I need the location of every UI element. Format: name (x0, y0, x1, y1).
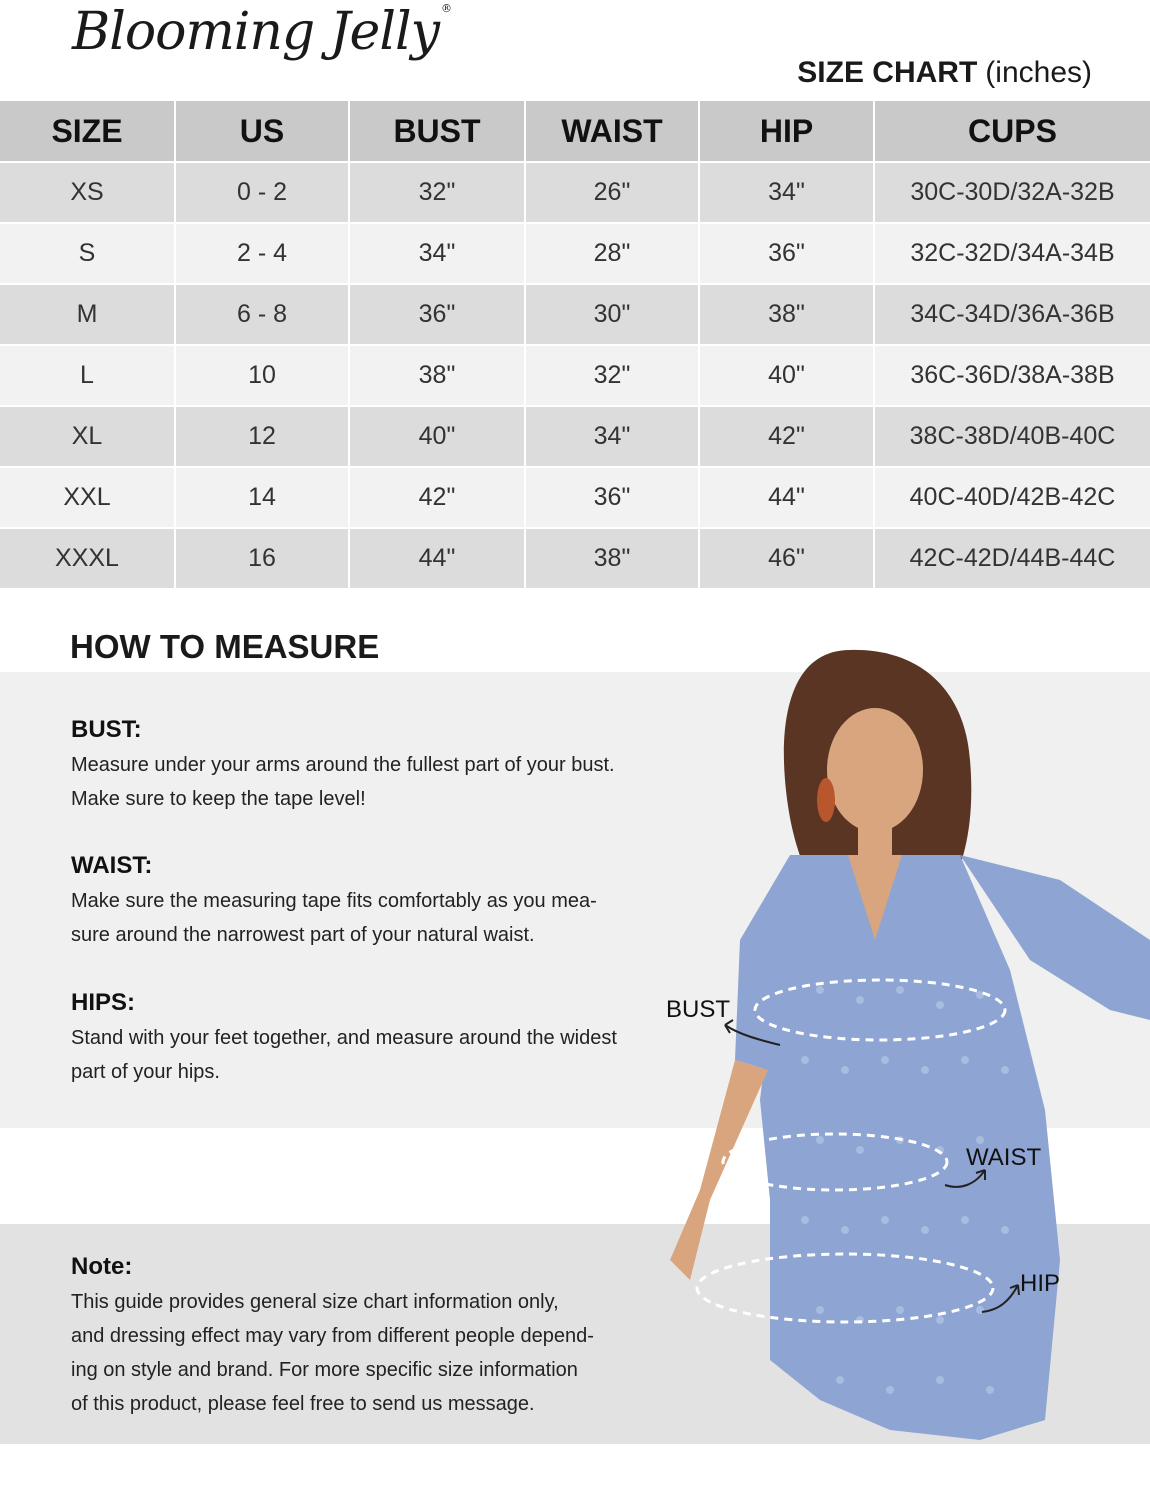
waist-figure-label: WAIST (966, 1144, 1042, 1171)
waist-heading: WAIST: (71, 852, 153, 879)
size-chart-title-text: SIZE CHART (797, 56, 978, 89)
cell-bust: 34" (349, 223, 525, 284)
table-row (0, 467, 1150, 528)
bust-figure-label: BUST (666, 996, 731, 1023)
bust-instructions (71, 716, 671, 816)
cell-hip: 36" (699, 223, 874, 284)
cell-us: 16 (175, 528, 349, 589)
note-line-3: ing on style and brand. For more specific size information (71, 1359, 578, 1381)
cell-waist: 26" (525, 162, 699, 223)
cell-bust: 38" (349, 345, 525, 406)
cell-size: L (0, 345, 175, 406)
cell-us: 0 - 2 (175, 162, 349, 223)
size-chart-table (0, 101, 1150, 590)
table-row (0, 284, 1150, 345)
waist-line-1: Make sure the measuring tape fits comfortably as you mea- (71, 890, 597, 912)
cell-cups: 40C-40D/42B-42C (874, 467, 1150, 528)
cell-size: XXXL (0, 528, 175, 589)
cell-us: 2 - 4 (175, 223, 349, 284)
hips-heading: HIPS: (71, 989, 136, 1016)
table-row (0, 528, 1150, 589)
note-heading: Note: (71, 1253, 133, 1280)
cell-us: 10 (175, 345, 349, 406)
table-row (0, 406, 1150, 467)
bust-line-1: Measure under your arms around the fullest part of your bust. (71, 754, 615, 776)
header-bust: BUST (349, 101, 525, 162)
note-line-1: This guide provides general size chart information only, (71, 1291, 559, 1313)
cell-size: S (0, 223, 175, 284)
cell-bust: 44" (349, 528, 525, 589)
brand-logo-text: Blooming Jelly (72, 2, 439, 62)
cell-us: 6 - 8 (175, 284, 349, 345)
header-waist: WAIST (525, 101, 699, 162)
cell-cups: 36C-36D/38A-38B (874, 345, 1150, 406)
cell-us: 12 (175, 406, 349, 467)
cell-cups: 34C-34D/36A-36B (874, 284, 1150, 345)
cell-hip: 34" (699, 162, 874, 223)
bust-line-2: Make sure to keep the tape level! (71, 788, 366, 810)
note-line-4: of this product, please feel free to send us message. (71, 1393, 535, 1415)
cell-hip: 42" (699, 406, 874, 467)
hip-figure-label: HIP (1020, 1270, 1061, 1297)
cell-waist: 34" (525, 406, 699, 467)
table-row (0, 162, 1150, 223)
cell-waist: 32" (525, 345, 699, 406)
cell-us: 14 (175, 467, 349, 528)
cell-size: XS (0, 162, 175, 223)
table-row (0, 345, 1150, 406)
cell-bust: 42" (349, 467, 525, 528)
cell-hip: 40" (699, 345, 874, 406)
header-cups: CUPS (874, 101, 1150, 162)
cell-bust: 36" (349, 284, 525, 345)
cell-hip: 44" (699, 467, 874, 528)
hips-line-1: Stand with your feet together, and measure around the widest (71, 1027, 617, 1049)
cell-waist: 36" (525, 467, 699, 528)
cell-waist: 38" (525, 528, 699, 589)
cell-hip: 38" (699, 284, 874, 345)
header-size: SIZE (0, 101, 175, 162)
note-block (71, 1253, 671, 1421)
cell-cups: 38C-38D/40B-40C (874, 406, 1150, 467)
cell-size: M (0, 284, 175, 345)
cell-hip: 46" (699, 528, 874, 589)
bust-heading: BUST: (71, 716, 142, 743)
registered-mark: ® (440, 2, 451, 15)
model-illustration (590, 640, 1150, 1500)
cell-cups: 42C-42D/44B-44C (874, 528, 1150, 589)
cell-bust: 32" (349, 162, 525, 223)
header-hip: HIP (699, 101, 874, 162)
cell-size: XL (0, 406, 175, 467)
waist-line-2: sure around the narrowest part of your natural waist. (71, 924, 535, 946)
hips-instructions (71, 989, 671, 1089)
hips-line-2: part of your hips. (71, 1061, 220, 1083)
cell-size: XXL (0, 467, 175, 528)
size-chart-unit: (inches) (985, 56, 1092, 89)
table-row (0, 223, 1150, 284)
table-header-row (0, 101, 1150, 162)
header-us: US (175, 101, 349, 162)
size-chart-title (797, 56, 1092, 90)
cell-waist: 30" (525, 284, 699, 345)
brand-logo (72, 2, 451, 62)
cell-cups: 32C-32D/34A-34B (874, 223, 1150, 284)
cell-cups: 30C-30D/32A-32B (874, 162, 1150, 223)
how-to-measure-title: HOW TO MEASURE (70, 628, 380, 665)
cell-waist: 28" (525, 223, 699, 284)
cell-bust: 40" (349, 406, 525, 467)
waist-instructions (71, 852, 671, 952)
note-line-2: and dressing effect may vary from different people depend- (71, 1325, 594, 1347)
model-figure (590, 640, 1150, 1500)
